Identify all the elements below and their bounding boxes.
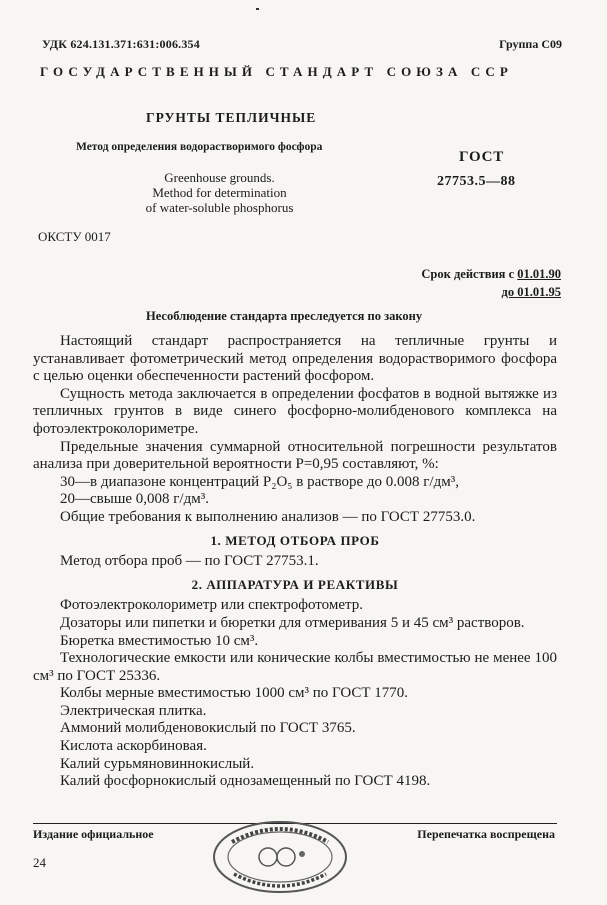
subtitle-english-line: Method for determination bbox=[152, 185, 287, 200]
intro-paragraph: 20—свыше 0,008 г/дм³. bbox=[60, 491, 209, 508]
section-text: Метод отбора проб — по ГОСТ 27753.1. bbox=[60, 553, 319, 570]
validity-to-prefix: до bbox=[501, 285, 515, 299]
subtitle-russian: Метод определения водорастворимого фосфора bbox=[76, 141, 323, 153]
subtitle-english-line: Greenhouse grounds. bbox=[164, 170, 275, 185]
equipment-item: Бюретка вместимостью 10 см³. bbox=[60, 632, 259, 649]
subtitle-english bbox=[132, 170, 307, 215]
validity-to: 01.01.95 bbox=[517, 285, 561, 299]
intro-paragraph: Предельные значения суммарной относительной погрешности результатов анализа при доверительной вероятности P=0,95 составляют, %: bbox=[33, 438, 557, 473]
udk-code: УДК 624.131.371:631:006.354 bbox=[42, 37, 200, 51]
section-heading: 1. МЕТОД ОТБОРА ПРОБ bbox=[210, 532, 380, 548]
equipment-item: Технологические емкости или конические колбы вместимостью не менее 100 см³ по ГОСТ 25336. bbox=[33, 650, 557, 684]
official-edition-note: Издание официальное bbox=[33, 827, 154, 841]
equipment-item: Дозаторы или пипетки и бюретки для отмеривания 5 и 45 см³ растворов. bbox=[60, 614, 525, 631]
reprint-prohibited-note: Перепечатка воспрещена bbox=[417, 827, 555, 841]
intro-paragraph: Настоящий стандарт распространяется на тепличные грунты и устанавливает фотометрический метод определения водорастворимого фосфора с целью оценки обеспеченности растений фосфором. bbox=[33, 333, 557, 385]
penalty-notice: Несоблюдение стандарта преследуется по закону bbox=[146, 309, 423, 323]
intro-paragraph: Общие требования к выполнению анализов — по ГОСТ 27753.0. bbox=[60, 508, 476, 525]
section-heading: 2. АППАРАТУРА И РЕАКТИВЫ bbox=[191, 576, 399, 592]
equipment-item: Колбы мерные вместимостью 1000 см³ по ГОСТ 1770. bbox=[60, 685, 409, 702]
validity-from: 01.01.90 bbox=[517, 267, 561, 281]
equipment-item: Кислота аскорбиновая. bbox=[60, 738, 207, 755]
equipment-item: Калий сурьмяновиннокислый. bbox=[60, 755, 255, 772]
intro-paragraph: 30—в диапазоне концентраций P₂O₅ в растворе до 0.008 г/дм³, bbox=[60, 473, 459, 490]
okstu-code: ОКСТУ 0017 bbox=[38, 229, 111, 244]
validity-period bbox=[421, 265, 561, 301]
gost-label: ГОСТ bbox=[459, 149, 505, 165]
equipment-item: Электрическая плитка. bbox=[60, 702, 207, 719]
intro-paragraph: Сущность метода заключается в определении фосфатов в водной вытяжке из тепличных грунтов в виде синего фосфорно-молибденового комплекса на фотоэлектроколориметре. bbox=[33, 385, 557, 437]
equipment-item: Аммоний молибденовокислый по ГОСТ 3765. bbox=[60, 720, 356, 737]
group-code: Группа С09 bbox=[499, 37, 562, 51]
document-body bbox=[33, 333, 557, 791]
library-stamp-icon bbox=[210, 818, 350, 896]
page-number: 24 bbox=[33, 855, 46, 870]
equipment-item: Калий фосфорнокислый однозамещенный по ГОСТ 4198. bbox=[60, 773, 431, 790]
state-standard-banner: ГОСУДАРСТВЕННЫЙ СТАНДАРТ СОЮЗА ССР bbox=[40, 64, 513, 79]
gost-number: 27753.5—88 bbox=[437, 174, 516, 189]
validity-prefix: Срок действия с bbox=[421, 267, 515, 281]
equipment-item: Фотоэлектроколориметр или спектрофотометр. bbox=[60, 597, 364, 614]
document-title: ГРУНТЫ ТЕПЛИЧНЫЕ bbox=[146, 110, 317, 125]
scan-speck bbox=[256, 8, 259, 10]
subtitle-english-line: of water-soluble phosphorus bbox=[145, 200, 294, 215]
